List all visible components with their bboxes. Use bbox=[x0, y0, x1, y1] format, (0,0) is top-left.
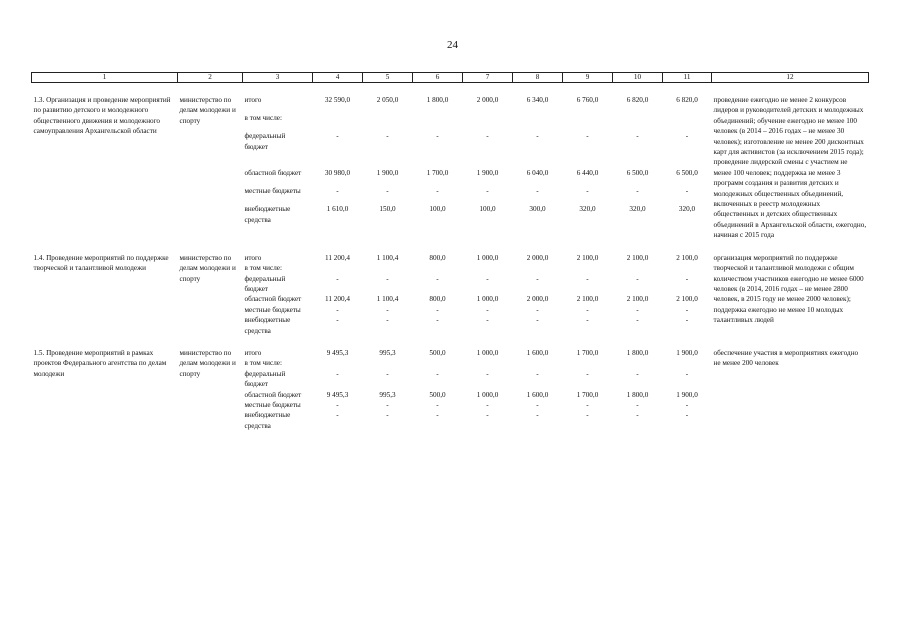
value-cell bbox=[363, 113, 413, 131]
value-cell: - bbox=[636, 411, 639, 420]
value-cell bbox=[313, 113, 363, 131]
spacer-cell bbox=[32, 336, 869, 348]
expected-result: проведение ежегодно не менее 2 конкурсов лидеров и руководителей детских и молодежных объединений; обучение ежегодно не менее 100 человек (в 2014 – 2016 годах – не менее 30 человек); изготовление не менее 200 дисконтных карт для активистов (за исключением 2015 года); проведение лидерской смены с участием не менее 100 человек; поддержка не менее 3 программ создания и развития детских и молодежных общественных объединений, включенных в реестр молодежных общественных и детских общественных объединений в Архангельской области, ежегодно, начиная с 2015 года bbox=[713, 96, 867, 240]
value-cell bbox=[613, 263, 663, 273]
funding-source: местные бюджеты bbox=[244, 400, 301, 409]
spacer-cell bbox=[32, 241, 869, 253]
activity-name: 1.4. Проведение мероприятий по поддержке творческой и талантливой молодежи bbox=[33, 253, 169, 273]
value-cell: 1 600,0 bbox=[526, 390, 549, 399]
column-header: 9 bbox=[563, 73, 613, 83]
value-cell: - bbox=[636, 132, 639, 141]
value-cell: - bbox=[586, 369, 589, 378]
value-cell bbox=[663, 113, 712, 131]
value-cell: 320,0 bbox=[579, 205, 596, 214]
value-cell bbox=[413, 263, 463, 273]
value-cell: 2 000,0 bbox=[476, 96, 499, 104]
value-cell: - bbox=[536, 369, 539, 378]
funding-source: федеральный бюджет bbox=[244, 132, 286, 151]
value-cell bbox=[463, 113, 513, 131]
value-cell: 1 900,0 bbox=[676, 348, 698, 357]
executor-name: министерство по делам молодежи и спорту bbox=[179, 253, 236, 283]
value-cell: 1 900,0 bbox=[376, 168, 399, 177]
value-cell: 320,0 bbox=[629, 205, 646, 214]
value-cell: - bbox=[685, 132, 689, 141]
value-cell: - bbox=[586, 274, 589, 283]
value-cell: 320,0 bbox=[678, 205, 696, 214]
value-cell bbox=[613, 358, 663, 368]
value-cell: - bbox=[436, 316, 439, 325]
value-cell: - bbox=[486, 411, 489, 420]
table-body bbox=[32, 73, 869, 432]
value-cell: 2 050,0 bbox=[376, 96, 399, 104]
value-cell: - bbox=[685, 316, 689, 325]
value-cell: - bbox=[536, 411, 539, 420]
value-cell: 100,0 bbox=[479, 205, 496, 214]
value-cell: - bbox=[685, 274, 689, 283]
value-cell: - bbox=[436, 187, 439, 196]
value-cell: - bbox=[486, 274, 489, 283]
value-cell: - bbox=[336, 305, 339, 314]
value-cell: 800,0 bbox=[429, 253, 446, 262]
funding-source: областной бюджет bbox=[244, 295, 302, 304]
value-cell: 2 100,0 bbox=[576, 253, 599, 262]
funding-source: областной бюджет bbox=[244, 390, 302, 399]
value-cell: 2 100,0 bbox=[626, 295, 649, 304]
value-cell bbox=[363, 263, 413, 273]
column-header: 12 bbox=[712, 73, 869, 83]
value-cell: - bbox=[636, 274, 639, 283]
column-header: 11 bbox=[663, 73, 712, 83]
value-cell: 6 820,0 bbox=[626, 96, 649, 104]
column-header: 5 bbox=[363, 73, 413, 83]
value-cell: - bbox=[436, 411, 439, 420]
value-cell bbox=[513, 358, 563, 368]
value-cell bbox=[663, 358, 712, 368]
value-cell: 9 495,3 bbox=[326, 390, 349, 399]
value-cell: - bbox=[636, 316, 639, 325]
table-header-row bbox=[32, 73, 869, 83]
value-cell: - bbox=[536, 132, 539, 141]
column-header: 8 bbox=[513, 73, 563, 83]
value-cell: 2 000,0 bbox=[526, 295, 549, 304]
funding-source: в том числе: bbox=[244, 114, 282, 123]
expected-result: организация мероприятий по поддержке творческой и талантливой молодежи с общим количеством участников ежегодно не менее 6000 человек (в 2014, 2016 годах – не менее 2800 человек, в 2015 году не менее 2000 человек); поддержка ежегодно не менее 10 молодых талантливых людей bbox=[713, 253, 864, 325]
value-cell: - bbox=[636, 369, 639, 378]
column-header: 4 bbox=[313, 73, 363, 83]
value-cell: - bbox=[536, 187, 539, 196]
value-cell: 1 700,0 bbox=[426, 168, 449, 177]
funding-source: федеральный бюджет bbox=[244, 274, 286, 293]
activity-name: 1.5. Проведение мероприятий в рамках проектов Федерального агентства по делам молодежи bbox=[33, 348, 167, 378]
value-cell: - bbox=[336, 274, 339, 283]
value-cell: - bbox=[386, 369, 389, 378]
value-cell: 6 500,0 bbox=[676, 168, 698, 177]
value-cell: 1 100,4 bbox=[376, 253, 399, 262]
value-cell: 6 760,0 bbox=[576, 96, 599, 104]
value-cell: - bbox=[685, 369, 689, 378]
value-cell: - bbox=[486, 132, 489, 141]
funding-source: итого bbox=[244, 348, 262, 357]
executor-name: министерство по делам молодежи и спорту bbox=[179, 348, 236, 378]
funding-source: итого bbox=[244, 96, 262, 104]
value-cell: 1 800,0 bbox=[626, 390, 649, 399]
column-header: 7 bbox=[463, 73, 513, 83]
value-cell: - bbox=[586, 305, 589, 314]
column-header: 10 bbox=[613, 73, 663, 83]
value-cell: 2 100,0 bbox=[676, 295, 698, 304]
program-table bbox=[31, 72, 869, 431]
value-cell: 1 000,0 bbox=[476, 253, 499, 262]
value-cell: 11 200,4 bbox=[325, 295, 350, 304]
value-cell: - bbox=[636, 400, 639, 409]
value-cell: - bbox=[386, 274, 389, 283]
column-header: 2 bbox=[178, 73, 243, 83]
value-cell: 9 495,3 bbox=[326, 348, 349, 357]
value-cell: - bbox=[685, 305, 689, 314]
value-cell: 100,0 bbox=[429, 205, 446, 214]
value-cell: - bbox=[436, 369, 439, 378]
column-header: 1 bbox=[32, 73, 178, 83]
value-cell: 2 000,0 bbox=[526, 253, 549, 262]
value-cell: - bbox=[536, 274, 539, 283]
value-cell: - bbox=[386, 411, 389, 420]
column-header: 6 bbox=[413, 73, 463, 83]
funding-source: в том числе: bbox=[244, 264, 282, 273]
value-cell: - bbox=[536, 316, 539, 325]
value-cell bbox=[513, 263, 563, 273]
spacer-cell bbox=[32, 83, 869, 96]
value-cell bbox=[563, 263, 613, 273]
activity-name: 1.3. Организация и проведение мероприятий по развитию детского и молодежного общественного движения и молодежного самоуправления Архангельской области bbox=[33, 96, 171, 136]
value-cell: - bbox=[386, 132, 389, 141]
value-cell: 6 820,0 bbox=[676, 96, 698, 104]
value-cell: - bbox=[586, 411, 589, 420]
value-cell: 1 900,0 bbox=[476, 168, 499, 177]
value-cell: 995,3 bbox=[379, 390, 396, 399]
value-cell bbox=[613, 113, 663, 131]
funding-source: внебюджетные средства bbox=[244, 316, 291, 335]
funding-source: областной бюджет bbox=[244, 168, 302, 177]
value-cell: 6 040,0 bbox=[526, 168, 549, 177]
value-cell: 1 900,0 bbox=[676, 390, 698, 399]
value-cell: - bbox=[336, 316, 339, 325]
value-cell: 300,0 bbox=[529, 205, 546, 214]
value-cell: - bbox=[636, 187, 639, 196]
value-cell: 500,0 bbox=[429, 348, 446, 357]
value-cell: - bbox=[386, 305, 389, 314]
value-cell: 1 700,0 bbox=[576, 390, 599, 399]
funding-source: местные бюджеты bbox=[244, 187, 301, 196]
value-cell: - bbox=[685, 411, 689, 420]
value-cell: 1 100,4 bbox=[376, 295, 399, 304]
value-cell: 1 800,0 bbox=[626, 348, 649, 357]
value-cell: 150,0 bbox=[379, 205, 396, 214]
column-header: 3 bbox=[243, 73, 313, 83]
table-row bbox=[32, 95, 869, 113]
section-spacer bbox=[32, 83, 869, 96]
funding-source: внебюджетные средства bbox=[244, 411, 291, 430]
value-cell: - bbox=[386, 400, 389, 409]
value-cell: 2 100,0 bbox=[676, 253, 698, 262]
value-cell: 800,0 bbox=[429, 295, 446, 304]
funding-source: федеральный бюджет bbox=[244, 369, 286, 389]
value-cell: 1 610,0 bbox=[326, 205, 349, 214]
value-cell: - bbox=[486, 400, 489, 409]
value-cell: - bbox=[336, 132, 339, 141]
value-cell bbox=[563, 113, 613, 131]
value-cell: 1 000,0 bbox=[476, 390, 499, 399]
value-cell: - bbox=[536, 305, 539, 314]
value-cell: 30 980,0 bbox=[324, 168, 351, 177]
expected-result: обеспечение участия в мероприятиях ежегодно не менее 200 человек bbox=[713, 348, 859, 368]
value-cell: 32 590,0 bbox=[324, 96, 351, 104]
value-cell bbox=[663, 263, 712, 273]
executor-name: министерство по делам молодежи и спорту bbox=[179, 96, 236, 125]
value-cell bbox=[463, 263, 513, 273]
value-cell: - bbox=[586, 187, 589, 196]
value-cell: - bbox=[586, 316, 589, 325]
value-cell bbox=[413, 113, 463, 131]
value-cell: - bbox=[436, 305, 439, 314]
page-number: 24 bbox=[447, 39, 458, 51]
value-cell: - bbox=[536, 400, 539, 409]
value-cell: - bbox=[486, 305, 489, 314]
value-cell: - bbox=[336, 369, 339, 378]
value-cell: 995,3 bbox=[379, 348, 396, 357]
value-cell bbox=[313, 358, 363, 368]
value-cell: - bbox=[685, 400, 689, 409]
value-cell: - bbox=[486, 187, 489, 196]
value-cell bbox=[313, 263, 363, 273]
value-cell: - bbox=[336, 400, 339, 409]
value-cell: 500,0 bbox=[429, 390, 446, 399]
value-cell bbox=[513, 113, 563, 131]
funding-source: местные бюджеты bbox=[244, 305, 301, 314]
value-cell: 6 440,0 bbox=[576, 168, 599, 177]
table-row bbox=[32, 253, 869, 263]
value-cell: - bbox=[436, 400, 439, 409]
value-cell: 6 340,0 bbox=[526, 96, 549, 104]
value-cell: - bbox=[636, 305, 639, 314]
value-cell: - bbox=[436, 274, 439, 283]
table-row bbox=[32, 348, 869, 358]
value-cell bbox=[413, 358, 463, 368]
value-cell: 6 500,0 bbox=[626, 168, 649, 177]
value-cell: 1 700,0 bbox=[576, 348, 599, 357]
value-cell bbox=[463, 358, 513, 368]
value-cell: 2 100,0 bbox=[576, 295, 599, 304]
section-spacer bbox=[32, 241, 869, 253]
value-cell: - bbox=[486, 369, 489, 378]
value-cell: - bbox=[336, 187, 339, 196]
funding-source: итого bbox=[244, 253, 262, 262]
value-cell: 1 800,0 bbox=[426, 96, 449, 104]
value-cell bbox=[363, 358, 413, 368]
funding-source: внебюджетные средства bbox=[244, 205, 291, 224]
value-cell: - bbox=[386, 316, 389, 325]
value-cell: - bbox=[386, 187, 389, 196]
value-cell: - bbox=[685, 187, 689, 196]
value-cell: - bbox=[336, 411, 339, 420]
value-cell: 1 000,0 bbox=[476, 348, 499, 357]
value-cell: - bbox=[486, 316, 489, 325]
value-cell: 1 600,0 bbox=[526, 348, 549, 357]
value-cell: 2 100,0 bbox=[626, 253, 649, 262]
section-spacer bbox=[32, 336, 869, 348]
value-cell: 1 000,0 bbox=[476, 295, 499, 304]
value-cell: - bbox=[586, 400, 589, 409]
value-cell: 11 200,4 bbox=[325, 253, 350, 262]
value-cell bbox=[563, 358, 613, 368]
funding-source: в том числе: bbox=[244, 359, 282, 368]
value-cell: - bbox=[586, 132, 589, 141]
value-cell: - bbox=[436, 132, 439, 141]
